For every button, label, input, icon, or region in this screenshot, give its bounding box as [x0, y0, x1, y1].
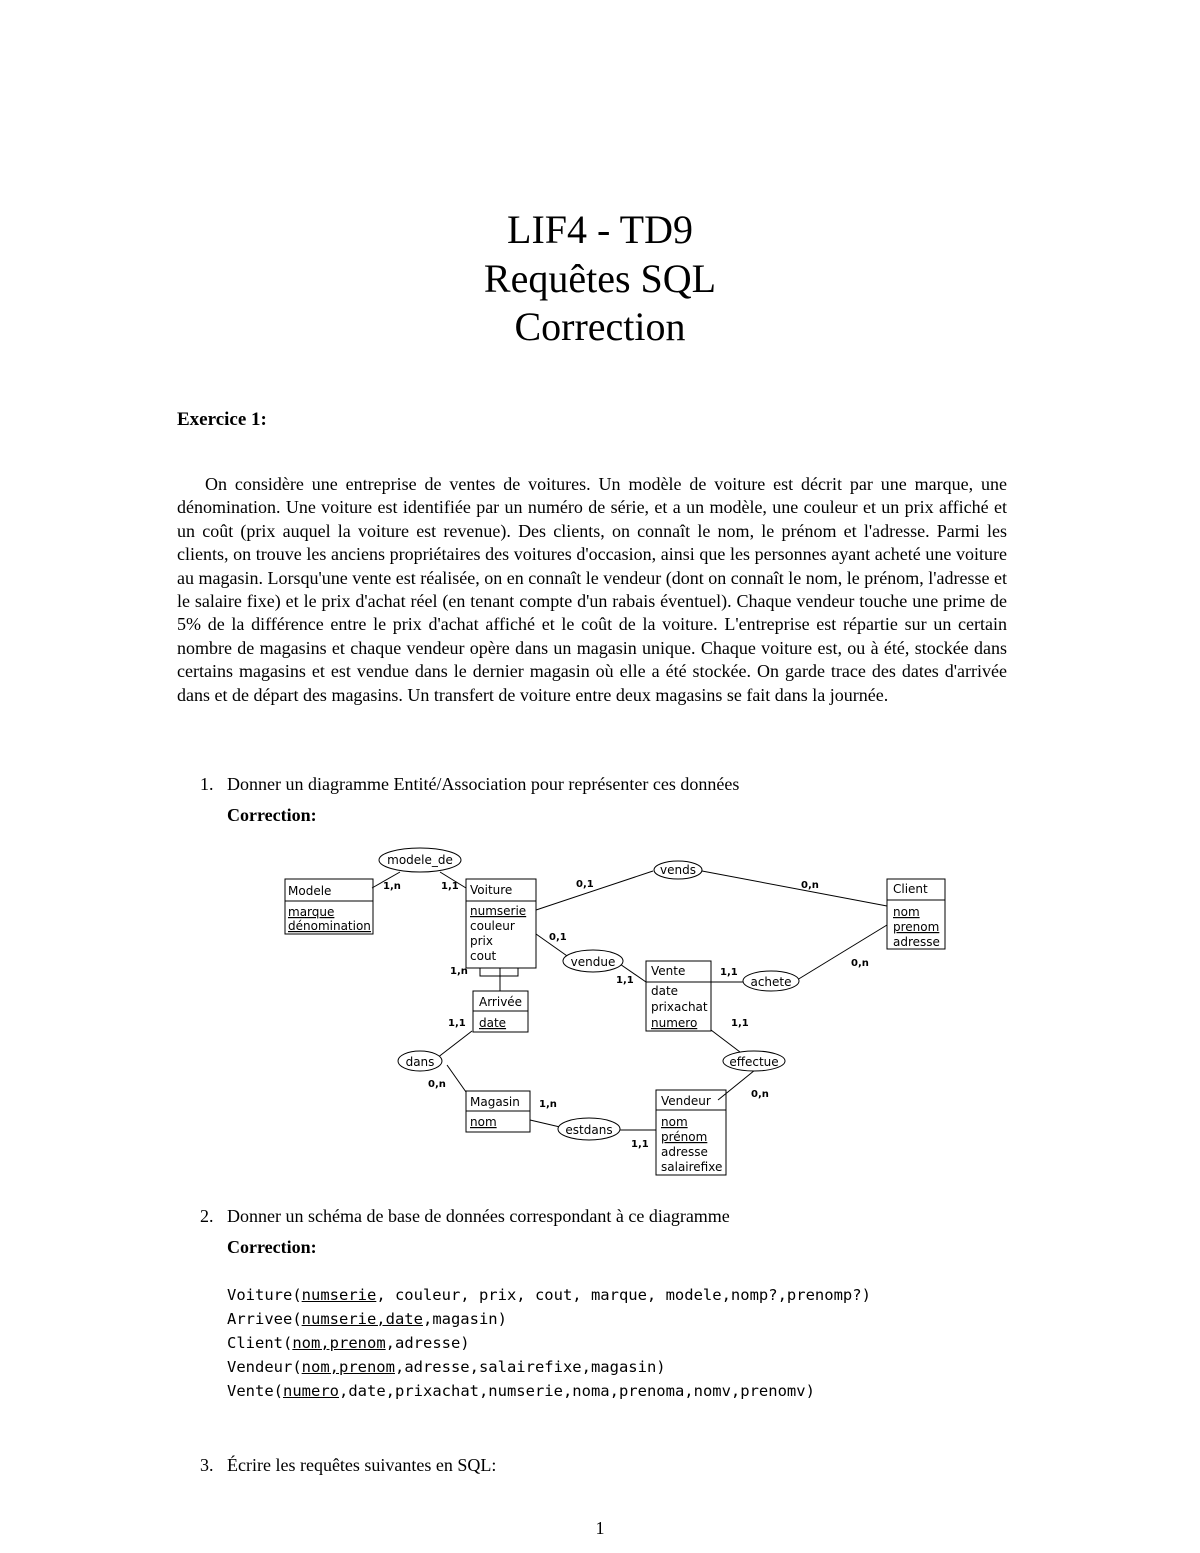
doc-correction-title: Correction [514, 304, 686, 349]
schema-primary-key: numero [283, 1382, 339, 1400]
entity-vendeur-name: Vendeur [661, 1094, 711, 1108]
schema-attributes: ,magasin) [422, 1310, 507, 1328]
question-3-number: 3. [200, 1455, 214, 1475]
schema-relation-name: Voiture( [227, 1286, 302, 1304]
correction-2-label: Correction: [227, 1237, 317, 1257]
cardinality: 1,1 [448, 1018, 466, 1029]
entity-vente-name: Vente [651, 964, 686, 978]
question-2-text: Donner un schéma de base de données correspondant à ce diagramme [227, 1206, 730, 1226]
page-number: 1 [595, 1518, 605, 1538]
cardinality: 1,1 [616, 975, 634, 986]
cardinality: 1,1 [441, 881, 459, 892]
question-3-text: Écrire les requêtes suivantes en SQL: [227, 1455, 497, 1475]
entity-vente-attr: numero [651, 1016, 698, 1030]
schema-relation-name: Vendeur( [227, 1358, 302, 1376]
schema-relation-name: Vente( [227, 1382, 283, 1400]
assoc-estdans: estdans [565, 1123, 613, 1137]
entity-client-attr: nom [893, 905, 920, 919]
schema-attributes: , couleur, prix, cout, marque, modele,nomp?,prenomp?) [376, 1286, 871, 1304]
entity-vendeur-attr: nom [661, 1115, 688, 1129]
cardinality: 0,n [801, 880, 819, 891]
assoc-achete: achete [750, 975, 792, 989]
cardinality: 1,n [450, 966, 468, 977]
doc-title: LIF4 - TD9 [507, 207, 693, 252]
schema-line-vente [227, 1379, 815, 1403]
entity-voiture-attr: prix [470, 934, 493, 948]
entity-modele-attr: dénomination [288, 919, 371, 933]
entity-vendeur-attr: prénom [661, 1130, 708, 1144]
question-1-number: 1. [200, 774, 214, 794]
question-2-number: 2. [200, 1206, 214, 1226]
question-1-text: Donner un diagramme Entité/Association pour représenter ces données [227, 774, 740, 794]
entity-client-attr: adresse [893, 935, 940, 949]
assoc-dans: dans [405, 1055, 435, 1069]
assoc-effectue: effectue [729, 1055, 779, 1069]
cardinality: 0,n [751, 1089, 769, 1100]
cardinality: 1,1 [731, 1018, 749, 1029]
entity-vente-attr: date [651, 984, 679, 998]
cardinality: 0,1 [576, 879, 594, 890]
entity-arrivee-name: Arrivée [479, 995, 523, 1009]
entity-client-attr: prenom [893, 920, 940, 934]
entity-voiture-attr: cout [470, 949, 497, 963]
schema-line-arrivee [227, 1307, 507, 1331]
schema-primary-key: nom,prenom [292, 1334, 386, 1352]
assoc-modele-de: modele_de [387, 853, 453, 867]
entity-arrivee-attr: date [479, 1016, 507, 1030]
schema-line-vendeur [227, 1355, 666, 1379]
cardinality: 1,n [539, 1099, 557, 1110]
entity-vendeur-attr: adresse [661, 1145, 708, 1159]
entity-modele-name: Modele [288, 884, 332, 898]
exercise-paragraph: On considère une entreprise de ventes de voitures. Un modèle de voiture est décrit par une marque, une dénomination. Une voiture est identifiée par un numéro de série, et a un modèle, une couleur et un prix affiché et un coût (prix auquel la voiture est revenue). Des clients, on connaît le nom, le prénom et l'adresse. Parmi les clients, on trouve les anciens propriétaires des voitures d'occasion, ainsi que les personnes ayant acheté une voiture au magasin. Lorsqu'une vente est réalisée, on en connaît le vendeur (dont on connaît le nom, le prénom, l'adresse et le salaire fixe) et le prix d'achat réel (en tenant compte d'un rabais éventuel). Chaque vendeur touche une prime de 5% de la différence entre le prix d'achat affiché et le coût de la voiture. L'entreprise est répartie sur un certain nombre de magasins et chaque vendeur opère dans un magasin unique. Chaque voiture est, ou à été, stockée dans certains magasins et est vendue dans le dernier magasin où elle a été stockée. On garde trace des dates d'arrivée dans et de départ des magasins. Un transfert de voiture entre deux magasins se fait dans la journée. [177, 474, 1007, 705]
cardinality: 0,n [851, 958, 869, 969]
cardinality: 1,1 [631, 1139, 649, 1150]
cardinality: 0,n [428, 1079, 446, 1090]
entity-vendeur-attr: salairefixe [661, 1160, 723, 1174]
schema-primary-key: numserie,date [301, 1310, 423, 1328]
entity-magasin-name: Magasin [470, 1095, 520, 1109]
entity-client-name: Client [893, 882, 928, 896]
schema-attributes: ,date,prixachat,numserie,noma,prenoma,nomv,prenomv) [339, 1382, 815, 1400]
doc-subtitle: Requêtes SQL [483, 256, 717, 301]
assoc-vendue: vendue [570, 955, 616, 969]
cardinality: 1,1 [720, 967, 738, 978]
schema-primary-key: numserie [301, 1286, 377, 1304]
cardinality: 1,n [383, 881, 401, 892]
entity-voiture-name: Voiture [470, 883, 513, 897]
schema-attributes: ,adresse) [385, 1334, 470, 1352]
schema-primary-key: nom,prenom [301, 1358, 395, 1376]
entity-modele-attr: marque [288, 905, 335, 919]
exercise-heading: Exercice 1: [177, 409, 267, 430]
schema-relation-name: Client( [227, 1334, 293, 1352]
correction-1-label: Correction: [227, 805, 317, 825]
entity-vente-attr: prixachat [651, 1000, 708, 1014]
assoc-vends: vends [660, 863, 696, 877]
schema-line-client [227, 1331, 470, 1355]
entity-voiture-attr: numserie [470, 904, 527, 918]
entity-voiture-attr: couleur [470, 919, 515, 933]
cardinality: 0,1 [549, 932, 567, 943]
schema-attributes: ,adresse,salairefixe,magasin) [394, 1358, 666, 1376]
schema-line-voiture [227, 1283, 871, 1307]
schema-relation-name: Arrivee( [227, 1310, 302, 1328]
entity-magasin-attr: nom [470, 1115, 497, 1129]
